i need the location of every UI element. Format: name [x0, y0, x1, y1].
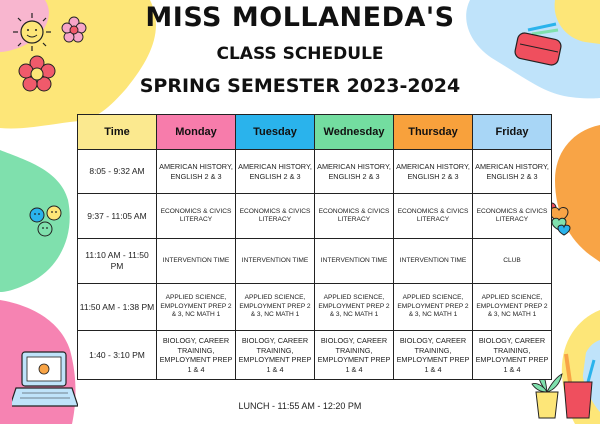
class-cell: ECONOMICS & CIVICS LITERACY	[236, 194, 315, 239]
class-cell: APPLIED SCIENCE, EMPLOYMENT PREP 2 & 3, NC MATH 1	[315, 284, 394, 331]
class-cell: APPLIED SCIENCE, EMPLOYMENT PREP 2 & 3, NC MATH 1	[473, 284, 552, 331]
class-cell: CLUB	[473, 239, 552, 284]
header-tuesday: Tuesday	[236, 115, 315, 150]
class-cell: APPLIED SCIENCE, EMPLOYMENT PREP 2 & 3, NC MATH 1	[236, 284, 315, 331]
term-label: SPRING SEMESTER 2023-2024	[139, 75, 461, 97]
page-subtitle: CLASS SCHEDULE	[216, 44, 384, 64]
table-row	[78, 194, 552, 239]
class-cell: ECONOMICS & CIVICS LITERACY	[157, 194, 236, 239]
time-cell: 11:50 AM - 1:38 PM	[78, 284, 157, 331]
class-cell: INTERVENTION TIME	[236, 239, 315, 284]
header-monday: Monday	[157, 115, 236, 150]
table-row	[78, 331, 552, 380]
pencil-cup-icon	[558, 350, 598, 422]
header-thursday: Thursday	[394, 115, 473, 150]
header-wednesday: Wednesday	[315, 115, 394, 150]
class-cell: BIOLOGY, CAREER TRAINING, EMPLOYMENT PREP 1 & 4	[394, 331, 473, 380]
class-cell: AMERICAN HISTORY, ENGLISH 2 & 3	[394, 150, 473, 194]
lunch-note: LUNCH - 11:55 AM - 12:20 PM	[238, 401, 362, 411]
header-friday: Friday	[473, 115, 552, 150]
time-cell: 8:05 - 9:32 AM	[78, 150, 157, 194]
class-cell: BIOLOGY, CAREER TRAINING, EMPLOYMENT PREP 1 & 4	[315, 331, 394, 380]
class-cell: APPLIED SCIENCE, EMPLOYMENT PREP 2 & 3, NC MATH 1	[394, 284, 473, 331]
class-cell: AMERICAN HISTORY, ENGLISH 2 & 3	[473, 150, 552, 194]
time-cell: 11:10 AM - 11:50 PM	[78, 239, 157, 284]
class-cell: INTERVENTION TIME	[315, 239, 394, 284]
smiley-faces-icon	[26, 203, 70, 239]
header-row	[78, 115, 552, 150]
class-cell: AMERICAN HISTORY, ENGLISH 2 & 3	[236, 150, 315, 194]
table-row	[78, 150, 552, 194]
header-time: Time	[78, 115, 157, 150]
class-cell: ECONOMICS & CIVICS LITERACY	[394, 194, 473, 239]
class-cell: BIOLOGY, CAREER TRAINING, EMPLOYMENT PREP 1 & 4	[473, 331, 552, 380]
class-cell: APPLIED SCIENCE, EMPLOYMENT PREP 2 & 3, NC MATH 1	[157, 284, 236, 331]
class-cell: BIOLOGY, CAREER TRAINING, EMPLOYMENT PREP 1 & 4	[236, 331, 315, 380]
class-cell: BIOLOGY, CAREER TRAINING, EMPLOYMENT PREP 1 & 4	[157, 331, 236, 380]
class-cell: INTERVENTION TIME	[157, 239, 236, 284]
schedule-table	[77, 114, 552, 380]
class-cell: INTERVENTION TIME	[394, 239, 473, 284]
class-cell: AMERICAN HISTORY, ENGLISH 2 & 3	[315, 150, 394, 194]
table-row	[78, 239, 552, 284]
class-cell: AMERICAN HISTORY, ENGLISH 2 & 3	[157, 150, 236, 194]
time-cell: 1:40 - 3:10 PM	[78, 331, 157, 380]
class-cell: ECONOMICS & CIVICS LITERACY	[473, 194, 552, 239]
class-cell: ECONOMICS & CIVICS LITERACY	[315, 194, 394, 239]
table-row	[78, 284, 552, 331]
page-title: MISS MOLLANEDA'S	[145, 2, 455, 33]
time-cell: 9:37 - 11:05 AM	[78, 194, 157, 239]
